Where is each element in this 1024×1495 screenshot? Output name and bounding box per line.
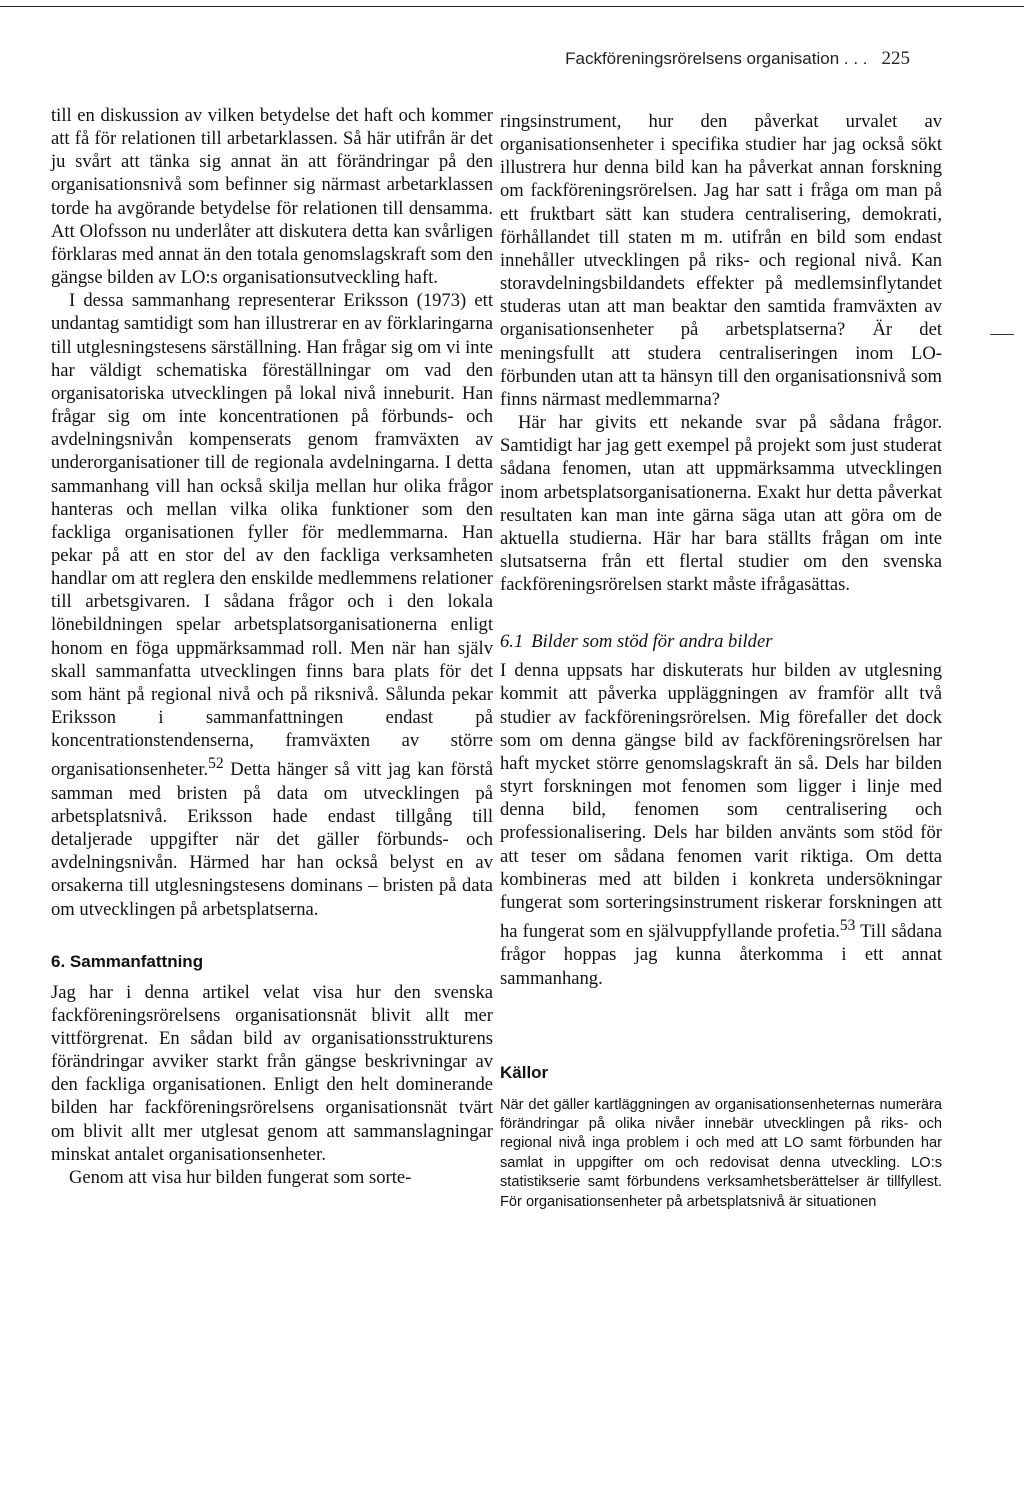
paragraph: Här har givits ett nekande svar på sådana frågor. Samtidigt har jag gett exempel på projekt som just studerat sådana fenomen, utan att uppmärksamma utvecklingen inom arbetsplatsorganisationerna. Exakt hur detta påverkat resultaten kan man inte gärna säga utan att göra om de aktuella studierna. Här har bara ställts frågan om inte slutsatserna från ett flertal studier om den svenska fackföreningsrörelsen starkt måste ifrågasättas.	[500, 412, 942, 596]
paragraph	[51, 289, 493, 920]
running-title: Fackföreningsrörelsens organisation . . .	[565, 49, 868, 68]
paragraph: till en diskussion av vilken betydelse det haft och kommer att få för relationen till arbetarklassen. Så här utifrån är det ju svårt att tänka sig annat än att förändringar på den organisationsnivå som befinner sig närmast arbetarklassen torde ha avgörande betydelse för relationen till densamma. Att Olofsson nu underlåter att diskutera detta kan svårligen förklaras med annat än den totala genomslagskraft som den gängse bilden av LO:s organisationsutveckling haft.	[51, 105, 493, 289]
right-column	[500, 110, 942, 1212]
paragraph-text: Till sådana frågor hoppas jag kunna återkomma i ett annat sammanhang.	[500, 921, 942, 989]
paragraph: Jag har i denna artikel velat visa hur den svenska fackföreningsrörelsens organisationsnät blivit allt mer vittförgrenat. En sådan bild av organisationsstrukturens förändringar avviker starkt från gängse beskrivningar av den fackliga organisationen. Enligt den helt dominerande bilden har fackföreningsrörelsens organisationsnät tvärt om blivit allt mer utglesat genom att sammanslagningar minskat antalet organisationsenheter.	[51, 981, 493, 1165]
subsection-number: 6.1	[500, 631, 524, 653]
paragraph: ringsinstrument, hur den påverkat urvalet av organisationsenheter i specifika studier har jag också sökt illustrera hur denna bild kan ha påverkat annan forskning om fackföreningsrörelsen. Jag har satt i fråga om man på ett fruktbart sätt kan studera centralisering, demokrati, förhållandet till staten m m. utifrån en bild som endast innehåller utvecklingen på riks- och regional nivå. Kan storavdelningsbildandets effekter på medlemsinflytandet studeras utan att man beaktar den samtida framväxten av organisationsenheter på arbetsplatserna? Är det meningsfullt att studera centraliseringen inom LO-förbunden utan att ta hänsyn till den organisationsnivå som finns närmast medlemmarna?	[500, 111, 942, 410]
paragraph-text: I dessa sammanhang representerar Eriksson (1973) ett undantag samtidigt som han illustrerar en av förklaringarna till utglesningstesens särställning. Han frågar sig om vi inte har väldigt schematiska föreställningar om vad den organisatoriska utvecklingen på lokal nivå inneburit. Han frågar sig om inte koncentrationen på förbunds- och avdelningsnivån kompenserats genom framväxten av underorganisationer till de regionala avdelningarna. I detta sammanhang vill han också skilja mellan hur olika frågor hanteras och mellan vilka olika funktioner som den fackliga organisationen fyller för medlemmarna. Han pekar på att en stor del av den fackliga verksamheten handlar om att reglera den enskilde medlemmens relationer till arbetsgivaren. I sådana frågor och i den lokala lönebildningen spelar arbetsplatsorganisationerna enligt honom en föga uppmärksammad roll. Men när han själv skall sammanfatta utvecklingen finns bara plats för det som hänt på regional nivå och på riksnivå. Sålunda pekar Eriksson i sammanfattningen endast på koncentrationstendenserna, framväxten av större organisationsenheter.	[51, 290, 493, 781]
page-number: 225	[881, 48, 910, 69]
margin-mark	[990, 334, 1014, 335]
section-heading: 6. Sammanfattning	[51, 951, 204, 971]
footnote-ref: 52	[208, 755, 224, 773]
top-rule	[0, 6, 1024, 7]
sources-heading: Källor	[500, 1062, 549, 1082]
paragraph	[500, 659, 942, 989]
paragraph: Genom att visa hur bilden fungerat som sorte-	[69, 1166, 412, 1188]
subsection-heading	[500, 630, 942, 653]
paragraph-text: I denna uppsats har diskuterats hur bilden av utglesning kommit att påverka uppläggningen av framför allt två studier av fackföreningsrörelsen. Mig förefaller det dock som om denna gängse bild av fackföreningsrörelsen har haft mycket större genomslagskraft än så. Dels har bilden styrt forskningen mot fenomen som ligger i linje med denna bild, fenomen som centralisering och professionalisering. Dels har bilden använts som stöd för att teser om sådana fenomen varit riktiga. Om detta kombineras med att bilden i konkreta undersökningar fungerat som sorteringsinstrument riskerar forskningen att ha fungerat som en självuppfyllande profetia.	[500, 660, 942, 943]
running-header	[565, 48, 910, 70]
subsection-title: Bilder som stöd för andra bilder	[531, 631, 773, 653]
left-column	[51, 104, 493, 1189]
sources-text: När det gäller kartläggningen av organisationsenheternas numerära förändringar på olika nivåer innebär utvecklingen på riks- och regional nivå inga problem i och med att LO samt förbunden har samlat in uppgifter om och redovisat denna utveckling. LO:s statistikserie samt förbundens verksamhetsberättelser är tillfyllest. För organisationsenheter på arbetsplatsnivå är situationen	[500, 1096, 942, 1210]
paragraph-text: Detta hänger så vitt jag kan förstå samman med bristen på data om utvecklingen på arbetsplatsnivå. Eriksson hade endast tillgång till detaljerade uppgifter när det gäller förbunds- och avdelningsnivån. Härmed har han också belyst en av orsakerna till utglesningstesens dominans – bristen på data om utvecklingen på arbetsplatserna.	[51, 759, 493, 920]
footnote-ref: 53	[839, 917, 856, 934]
